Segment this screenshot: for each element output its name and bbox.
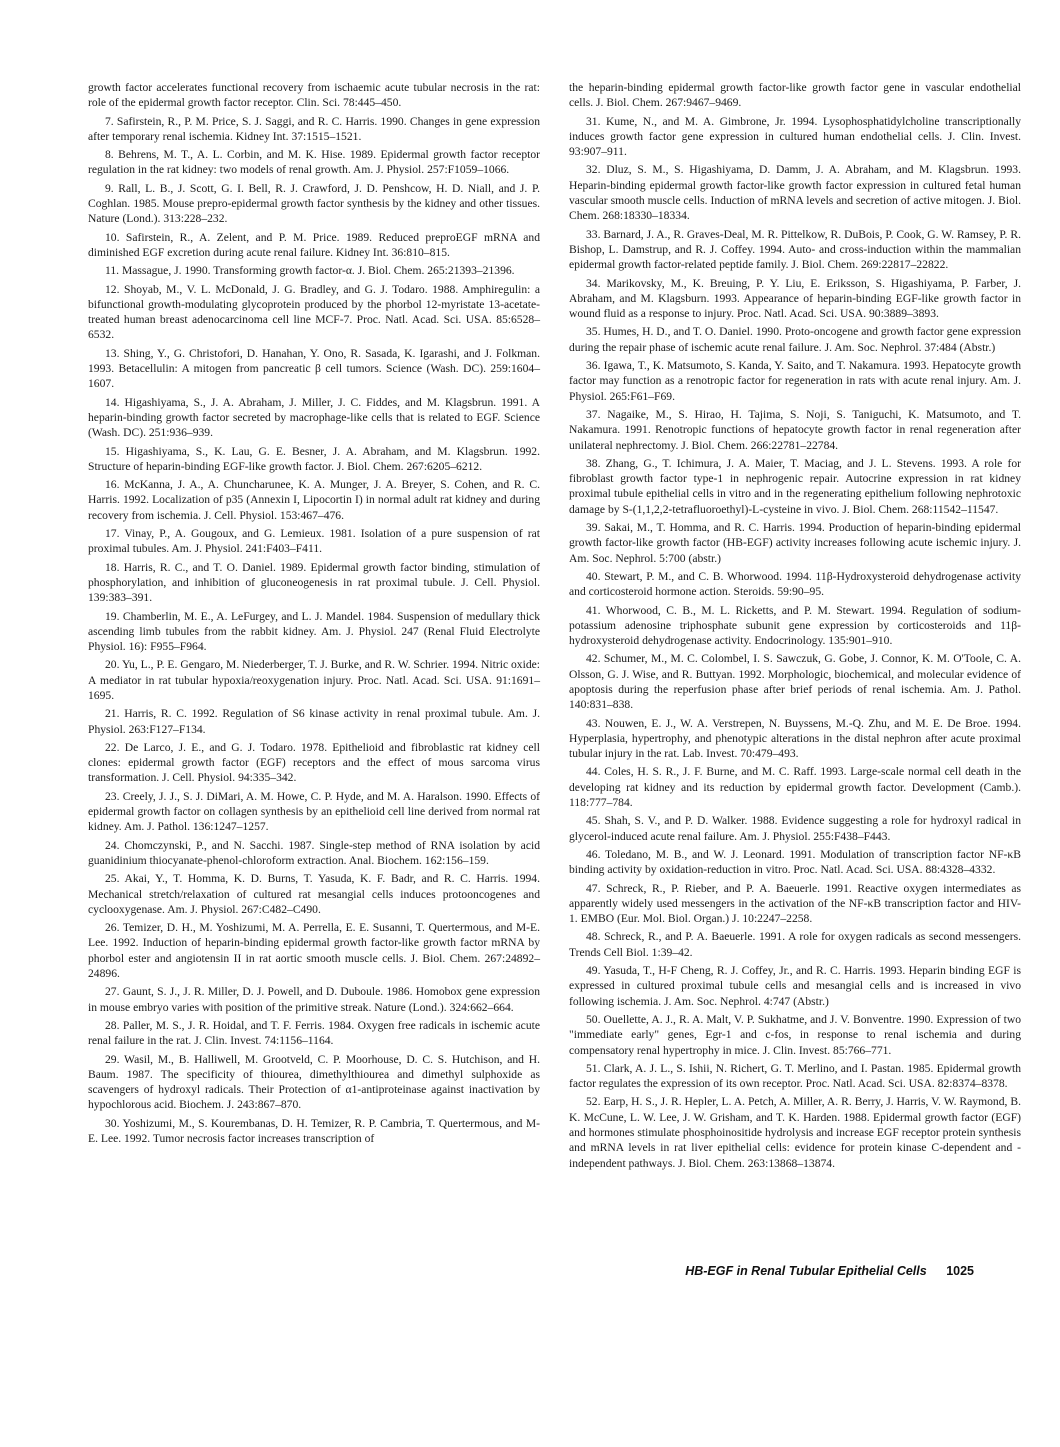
reference-entry: 48. Schreck, R., and P. A. Baeuerle. 1991. A role for oxygen radicals as second messengers. Trends Cell Biol. 1:39–42. bbox=[569, 930, 1021, 959]
reference-entry: 21. Harris, R. C. 1992. Regulation of S6 kinase activity in renal proximal tubule. Am. J. Physiol. 263:F127–F134. bbox=[88, 707, 540, 736]
reference-entry: 37. Nagaike, M., S. Hirao, H. Tajima, S. Noji, S. Taniguchi, K. Matsumoto, and T. Nakamura. 1991. Renotropic functions of hepatocyte growth factor in renal regeneration after unilateral nephrectomy. J. Biol. Chem. 266:22781–22784. bbox=[569, 407, 1021, 452]
reference-entry: 24. Chomczynski, P., and N. Sacchi. 1987. Single-step method of RNA isolation by acid guanidinium thiocyanate-phenol-chloroform extraction. Anal. Biochem. 162:156–159. bbox=[88, 838, 540, 867]
page-number: 1025 bbox=[946, 1264, 974, 1278]
reference-entry: 12. Shoyab, M., V. L. McDonald, J. G. Bradley, and G. J. Todaro. 1988. Amphiregulin: a bifunctional growth-modulating glycoprotein produced by the phorbol 12-myristate 13-acetate-treated human breast adenocarcinoma cell line MCF-7. Proc. Natl. Acad. Sci. USA. 85:6528–6532. bbox=[88, 282, 540, 342]
reference-entry: 27. Gaunt, S. J., J. R. Miller, D. J. Powell, and D. Duboule. 1986. Homobox gene expression in mouse embryo varies with position of the primitive streak. Nature (Lond.). 324:662–664. bbox=[88, 985, 540, 1014]
reference-entry: 15. Higashiyama, S., K. Lau, G. E. Besner, J. A. Abraham, and M. Klagsbrun. 1992. Structure of heparin-binding EGF-like growth factor. J. Biol. Chem. 267:6205–6212. bbox=[88, 444, 540, 473]
reference-entry: 30. Yoshizumi, M., S. Kourembanas, D. H. Temizer, R. P. Cambria, T. Quertermous, and M-E. Lee. 1992. Tumor necrosis factor increases transcription of bbox=[88, 1116, 540, 1145]
reference-entry: 18. Harris, R. C., and T. O. Daniel. 1989. Epidermal growth factor binding, stimulation of phosphorylation, and inhibition of gluconeogenesis in rat proximal tubule. J. Cell. Physiol. 139:383–391. bbox=[88, 560, 540, 605]
reference-entry: 45. Shah, S. V., and P. D. Walker. 1988. Evidence suggesting a role for hydroxyl radical in glycerol-induced acute renal failure. Am. J. Physiol. 255:F438–F443. bbox=[569, 814, 1021, 843]
reference-entry: 40. Stewart, P. M., and C. B. Whorwood. 1994. 11β-Hydroxysteroid dehydrogenase activity and corticosteroid hormone action. Steroids. 59:90–95. bbox=[569, 569, 1021, 599]
reference-entry: 20. Yu, L., P. E. Gengaro, M. Niederberger, T. J. Burke, and R. W. Schrier. 1994. Nitric oxide: A mediator in rat tubular hypoxia/reoxygenation injury. Proc. Natl. Acad. Sci. USA. 91:1691–1695. bbox=[88, 658, 540, 702]
reference-entry: 38. Zhang, G., T. Ichimura, J. A. Maier, T. Maciag, and J. L. Stevens. 1993. A role for fibroblast growth factor type-1 in nephrogenic repair. Autocrine expression in rat kidney proximal tubule epithelial cells in vitro and in the regenerating epithelium following nephrotoxic damage by S-(1,1,2,2-tetrafluoroethyl)-L-cysteine in vivo. J. Biol. Chem. 268:11542–11547. bbox=[569, 456, 1021, 516]
reference-entry: 51. Clark, A. J. L., S. Ishii, N. Richert, G. T. Merlino, and I. Pastan. 1985. Epidermal growth factor regulates the expression of its own receptor. Proc. Natl. Acad. Sci. USA. 82:8374–8378. bbox=[569, 1061, 1021, 1091]
reference-entry: 52. Earp, H. S., J. R. Hepler, L. A. Petch, A. Miller, A. R. Berry, J. Harris, V. W. Raymond, B. K. McCune, L. W. Lee, J. W. Grisham, and T. K. Harden. 1988. Epidermal growth factor (EGF) and hormones stimulate phosphoinositide hydrolysis and increase EGF receptor protein synthesis and mRNA levels in rat liver epithelial cells: evidence for protein kinase C-dependent and -independent pathways. J. Biol. Chem. 263:13868–13874. bbox=[569, 1095, 1021, 1170]
reference-entry: 14. Higashiyama, S., J. A. Abraham, J. Miller, J. C. Fiddes, and M. Klagsbrun. 1991. A heparin-binding growth factor secreted by macrophage-like cells that is related to EGF. Science (Wash. DC). 251:936–939. bbox=[88, 395, 540, 440]
reference-entry: 32. Dluz, S. M., S. Higashiyama, D. Damm, J. A. Abraham, and M. Klagsbrun. 1993. Heparin-binding epidermal growth factor-like growth factor expression in cultured fetal human vascular smooth muscle cells. Induction of mRNA levels and secretion of active mitogen. J. Biol. Chem. 268:18330–18334. bbox=[569, 163, 1021, 223]
reference-entry: 42. Schumer, M., M. C. Colombel, I. S. Sawczuk, G. Gobe, J. Connor, K. M. O'Toole, C. A. Olsson, G. J. Wise, and R. Buttyan. 1992. Morphologic, biochemical, and molecular evidence of apoptosis during the reperfusion phase after brief periods of renal ischemia. Am. J. Pathol. 140:831–838. bbox=[569, 652, 1021, 712]
reference-entry: 29. Wasil, M., B. Halliwell, M. Grootveld, C. P. Moorhouse, D. C. S. Hutchison, and H. Baum. 1987. The specificity of thiourea, dimethylthiourea and dimethyl sulphoxide as scavengers of hydroxyl radicals. Their Protection of α1-antiproteinase against inactivation by hypochlorous acid. Biochem. J. 243:867–870. bbox=[88, 1052, 540, 1112]
reference-entry: 9. Rall, L. B., J. Scott, G. I. Bell, R. J. Crawford, J. D. Penshcow, H. D. Niall, and J. P. Coghlan. 1985. Mouse prepro-epidermal growth factor synthesis by the kidney and other tissues. Nature (Lond.). 313:228–232. bbox=[88, 181, 540, 226]
reference-entry: 47. Schreck, R., P. Rieber, and P. A. Baeuerle. 1991. Reactive oxygen intermediates as apparently widely used messengers in the activation of the NF-κB transcription factor and HIV-1. EMBO (Eur. Mol. Biol. Organ.) J. 10:2247–2258. bbox=[569, 881, 1021, 926]
reference-entry: 41. Whorwood, C. B., M. L. Ricketts, and P. M. Stewart. 1994. Regulation of sodium-potassium adenosine triphosphate subunit gene expression by corticosteroids and 11β-hydroxysteroid dehydrogenase activity. Endocrinology. 135:901–910. bbox=[569, 603, 1021, 648]
references-right-column bbox=[569, 80, 1021, 1174]
running-title: HB-EGF in Renal Tubular Epithelial Cells bbox=[685, 1264, 927, 1278]
reference-entry: 16. McKanna, J. A., A. Chuncharunee, K. A. Munger, J. A. Breyer, S. Cohen, and R. C. Harris. 1992. Localization of p35 (Annexin I, Lipocortin I) in normal adult rat kidney and during recovery from ischemia. J. Cell. Physiol. 153:467–476. bbox=[88, 478, 540, 522]
reference-entry: 49. Yasuda, T., H-F Cheng, R. J. Coffey, Jr., and R. C. Harris. 1993. Heparin binding EGF is expressed in cultured proximal tubule cells and mesangial cells and is increased in vivo following ischemia. J. Am. Soc. Nephrol. 4:747 (Abstr.) bbox=[569, 964, 1021, 1008]
reference-entry: 8. Behrens, M. T., A. L. Corbin, and M. K. Hise. 1989. Epidermal growth factor receptor regulation in the rat kidney: two models of renal growth. Am. J. Physiol. 257:F1059–1066. bbox=[88, 148, 540, 177]
reference-entry: 35. Humes, H. D., and T. O. Daniel. 1990. Proto-oncogene and growth factor gene expression during the repair phase of ischemic acute renal failure. J. Am. Soc. Nephrol. 37:484 (Abstr.) bbox=[569, 325, 1021, 354]
reference-entry: 36. Igawa, T., K. Matsumoto, S. Kanda, Y. Saito, and T. Nakamura. 1993. Hepatocyte growth factor may function as a renotropic factor for regeneration in rats with acute renal injury. Am. J. Physiol. 265:F61–F69. bbox=[569, 359, 1021, 403]
reference-entry: 39. Sakai, M., T. Homma, and R. C. Harris. 1994. Production of heparin-binding epidermal growth factor-like growth factor (HB-EGF) activity increases following acute ischemic injury. J. Am. Soc. Nephrol. 5:700 (abstr.) bbox=[569, 521, 1021, 565]
reference-entry: 50. Ouellette, A. J., R. A. Malt, V. P. Sukhatme, and J. V. Bonventre. 1990. Expression of two "immediate early" genes, Egr-1 and c-fos, in response to renal ischemia and during compensatory renal hypertrophy in mice. J. Clin. Invest. 85:766–771. bbox=[569, 1012, 1021, 1057]
reference-entry: 13. Shing, Y., G. Christofori, D. Hanahan, Y. Ono, R. Sasada, K. Igarashi, and J. Folkman. 1993. Betacellulin: A mitogen from pancreatic β cell tumors. Science (Wash. DC). 259:1604–1607. bbox=[88, 346, 540, 391]
reference-entry: 19. Chamberlin, M. E., A. LeFurgey, and L. J. Mandel. 1984. Suspension of medullary thick ascending limb tubules from the rabbit kidney. Am. J. Physiol. 247 (Renal Fluid Electrolyte Physiol. 16): F955–F964. bbox=[88, 609, 540, 654]
reference-entry: 22. De Larco, J. E., and G. J. Todaro. 1978. Epithelioid and fibroblastic rat kidney cell clones: epidermal growth factor (EGF) receptors and the effect of mous sarcoma virus transformation. J. Cell. Physiol. 94:335–342. bbox=[88, 740, 540, 785]
reference-entry: 25. Akai, Y., T. Homma, K. D. Burns, T. Yasuda, K. F. Badr, and R. C. Harris. 1994. Mechanical stretch/relaxation of cultured rat mesangial cells induces protooncogenes and cyclooxygenase. Am. J. Physiol. 267:C482–C490. bbox=[88, 872, 540, 916]
reference-entry: 26. Temizer, D. H., M. Yoshizumi, M. A. Perrella, E. E. Susanni, T. Quertermous, and M-E. Lee. 1992. Induction of heparin-binding epidermal growth factor-like growth factor mRNA by phorbol ester and angiotensin II in rat aortic smooth muscle cells. J. Biol. Chem. 267:24892–24896. bbox=[88, 921, 540, 981]
reference-entry: 46. Toledano, M. B., and W. J. Leonard. 1991. Modulation of transcription factor NF-κB binding activity by oxidation-reduction in vitro. Proc. Natl. Acad. Sci. USA. 88:4328–4332. bbox=[569, 847, 1021, 877]
reference-entry: 28. Paller, M. S., J. R. Hoidal, and T. F. Ferris. 1984. Oxygen free radicals in ischemic acute renal failure in the rat. J. Clin. Invest. 74:1156–1164. bbox=[88, 1018, 540, 1048]
reference-entry: growth factor accelerates functional recovery from ischaemic acute tubular necrosis in the rat: role of the epidermal growth factor receptor. Clin. Sci. 78:445–450. bbox=[88, 81, 540, 110]
reference-entry: 34. Marikovsky, M., K. Breuing, P. Y. Liu, E. Eriksson, S. Higashiyama, P. Farber, J. Abraham, and M. Klagsburn. 1993. Appearance of heparin-binding EGF-like growth factor in wound fluid as a response to injury. Proc. Natl. Acad. Sci. USA. 90:3889–3893. bbox=[569, 276, 1021, 321]
reference-entry: 33. Barnard, J. A., R. Graves-Deal, M. R. Pittelkow, R. DuBois, P. Cook, G. W. Ramsey, P. R. Bishop, L. Damstrup, and R. J. Coffey. 1994. Auto- and cross-induction within the mammalian epidermal growth factor-related peptide family. J. Biol. Chem. 269:22817–22822. bbox=[569, 227, 1021, 272]
reference-entry: 23. Creely, J. J., S. J. DiMari, A. M. Howe, C. P. Hyde, and M. A. Haralson. 1990. Effects of epidermal growth factor on collagen synthesis by an epithelioid cell line derived from normal rat kidney. Am. J. Pathol. 136:1247–1257. bbox=[88, 789, 540, 834]
reference-entry: 7. Safirstein, R., P. M. Price, S. J. Saggi, and R. C. Harris. 1990. Changes in gene expression after temporary renal ischemia. Kidney Int. 37:1515–1521. bbox=[88, 114, 540, 143]
reference-entry: 43. Nouwen, E. J., W. A. Verstrepen, N. Buyssens, M.-Q. Zhu, and M. E. De Broe. 1994. Hyperplasia, hypertrophy, and phenotypic alterations in the distal nephron after acute proximal tubular injury in the rat. Lab. Invest. 70:479–493. bbox=[569, 716, 1021, 761]
reference-entry: the heparin-binding epidermal growth factor-like growth factor gene in vascular endothelial cells. J. Biol. Chem. 267:9467–9469. bbox=[569, 81, 1021, 110]
reference-entry: 11. Massague, J. 1990. Transforming growth factor-α. J. Biol. Chem. 265:21393–21396. bbox=[105, 264, 515, 278]
reference-entry: 10. Safirstein, R., A. Zelent, and P. M. Price. 1989. Reduced preproEGF mRNA and diminished EGF excretion during acute renal failure. Kidney Int. 36:810–815. bbox=[88, 230, 540, 259]
references-left-column bbox=[88, 80, 540, 1149]
reference-entry: 31. Kume, N., and M. A. Gimbrone, Jr. 1994. Lysophosphatidylcholine transcriptionally induces growth factor gene expression in cultured human endothelial cells. J. Clin. Invest. 93:907–911. bbox=[569, 114, 1021, 159]
reference-entry: 17. Vinay, P., A. Gougoux, and G. Lemieux. 1981. Isolation of a pure suspension of rat proximal tubules. Am. J. Physiol. 241:F403–F411. bbox=[88, 527, 540, 556]
page-footer bbox=[685, 1264, 974, 1278]
reference-entry: 44. Coles, H. S. R., J. F. Burne, and M. C. Raff. 1993. Large-scale normal cell death in the developing rat kidney and its reduction by epidermal growth factor. Development (Camb.). 118:777–784. bbox=[569, 765, 1021, 810]
